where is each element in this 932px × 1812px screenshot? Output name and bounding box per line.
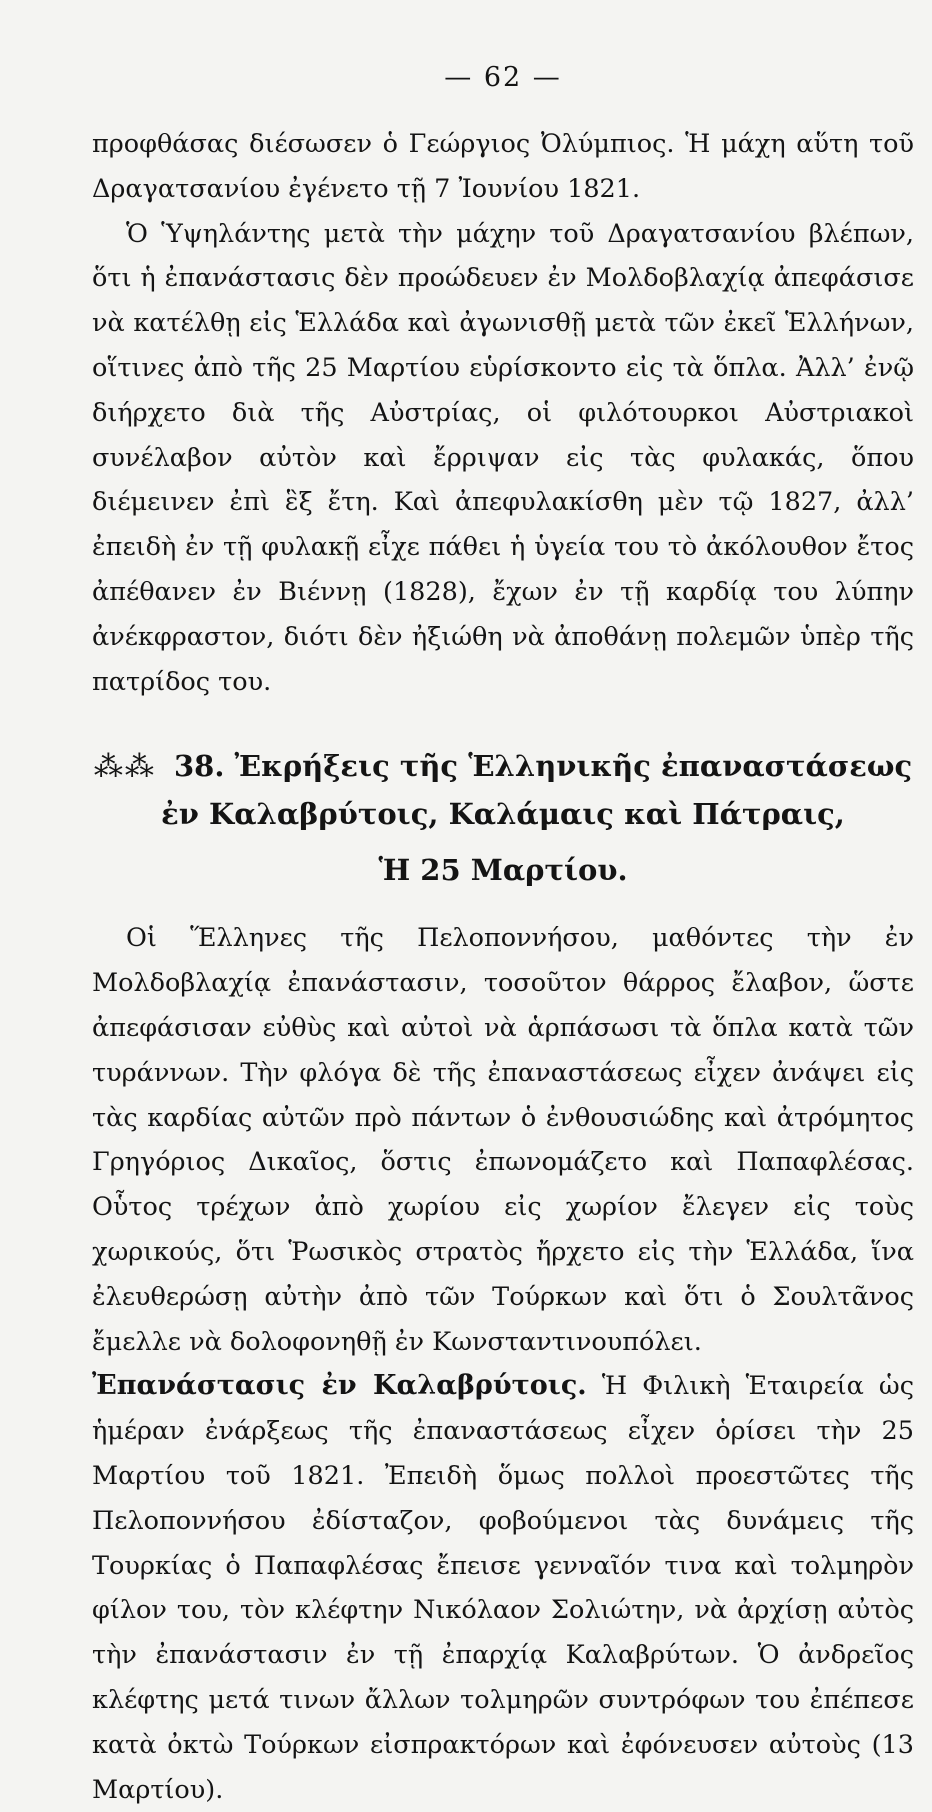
- book-page: [92, 62, 914, 1812]
- paragraph-1: προφθάσας διέσωσεν ὁ Γεώργιος Ὀλύμπιος. Ἡ μάχη αὕτη τοῦ Δραγατσανίου ἐγένετο τῇ 7 Ἰουνίου 1821.: [92, 129, 914, 204]
- section-ornament: ⁂⁂: [93, 749, 156, 784]
- section-number: 38.: [173, 749, 225, 784]
- section-title-line-1: Ἐκρήξεις τῆς Ἑλληνικῆς ἐπαναστάσεως: [234, 749, 913, 784]
- run-in-heading: Ἐπανάστασις ἐν Καλαβρύτοις.: [92, 1370, 587, 1402]
- page-number: — 62 —: [444, 62, 562, 93]
- paragraph-2: Ὁ Ὑψηλάντης μετὰ τὴν μάχην τοῦ Δραγατσανίου βλέπων, ὅτι ἡ ἐπανάστασις δὲν προώδευεν ἐν Μολδοβλαχίᾳ ἀπεφάσισε νὰ κατέλθῃ εἰς Ἑλλάδα καὶ ἀγωνισθῇ μετὰ τῶν ἐκεῖ Ἑλλήνων, οἵτινες ἀπὸ τῆς 25 Μαρτίου εὑρίσκοντο εἰς τὰ ὅπλα. Ἀλλ’ ἐνῷ διήρχετο διὰ τῆς Αὐστρίας, οἱ φιλότουρκοι Αὐστριακοὶ συνέλαβον αὐτὸν καὶ ἔρριψαν εἰς τὰς φυλακάς, ὅπου διέμεινεν ἐπὶ ἓξ ἔτη. Καὶ ἀπεφυλακίσθη μὲν τῷ 1827, ἀλλ’ ἐπειδὴ ἐν τῇ φυλακῇ εἶχε πάθει ἡ ὑγεία του τὸ ἀκόλουθον ἔτος ἀπέθανεν ἐν Βιέννῃ (1828), ἔχων ἐν τῇ καρδίᾳ του λύπην ἀνέκφραστον, διότι δὲν ἠξιώθη νὰ ἀποθάνῃ πολεμῶν ὑπὲρ τῆς πατρίδος του.: [92, 218, 914, 697]
- section-title-line-2: ἐν Καλαβρύτοις, Καλάμαις καὶ Πάτραις,: [161, 797, 845, 832]
- paragraph-4: [92, 1364, 914, 1812]
- section-heading: [92, 742, 914, 838]
- paragraph-4-text: Ἡ Φιλικὴ Ἑταιρεία ὡς ἡμέραν ἐνάρξεως τῆς ἐπαναστάσεως εἶχεν ὁρίσει τὴν 25 Μαρτίου τοῦ 1821. Ἐπειδὴ ὅμως πολλοὶ προεστῶτες τῆς Πελοποννήσου ἐδίσταζον, φοβούμενοι τὰς δυνάμεις τῆς Τουρκίας ὁ Παπαφλέσας ἔπεισε γενναῖόν τινα καὶ τολμηρὸν φίλον του, τὸν κλέφτην Νικόλαον Σολιώτην, νὰ ἀρχίσῃ αὐτὸς τὴν ἐπανάστασιν ἐν τῇ ἐπαρχίᾳ Καλαβρύτων. Ὁ ἀνδρεῖος κλέφτης μετά τινων ἄλλων τολμηρῶν συντρόφων του ἐπέπεσε κατὰ ὀκτὼ Τούρκων εἰσπρακτόρων καὶ ἐφόνευσεν αὐτοὺς (13 Μαρτίου).: [92, 1371, 915, 1805]
- section-date: Ἡ 25 Μαρτίου.: [378, 853, 628, 888]
- paragraph-3: Οἱ Ἕλληνες τῆς Πελοποννήσου, μαθόντες τὴν ἐν Μολδοβλαχίᾳ ἐπανάστασιν, τοσοῦτον θάρρος ἔλαβον, ὥστε ἀπεφάσισαν εὐθὺς καὶ αὐτοὶ νὰ ἁρπάσωσι τὰ ὅπλα κατὰ τῶν τυράννων. Τὴν φλόγα δὲ τῆς ἐπαναστάσεως εἶχεν ἀνάψει εἰς τὰς καρδίας αὐτῶν πρὸ πάντων ὁ ἐνθουσιώδης καὶ ἀτρόμητος Γρηγόριος Δικαῖος, ὅστις ἐπωνομάζετο καὶ Παπαφλέσας. Οὗτος τρέχων ἀπὸ χωρίου εἰς χωρίον ἔλεγεν εἰς τοὺς χωρικούς, ὅτι Ῥωσικὸς στρατὸς ἤρχετο εἰς τὴν Ἑλλάδα, ἵνα ἐλευθερώσῃ αὐτὴν ἀπὸ τῶν Τούρκων καὶ ὅτι ὁ Σουλτᾶνος ἔμελλε νὰ δολοφονηθῇ ἐν Κωνσταντινουπόλει.: [92, 923, 914, 1357]
